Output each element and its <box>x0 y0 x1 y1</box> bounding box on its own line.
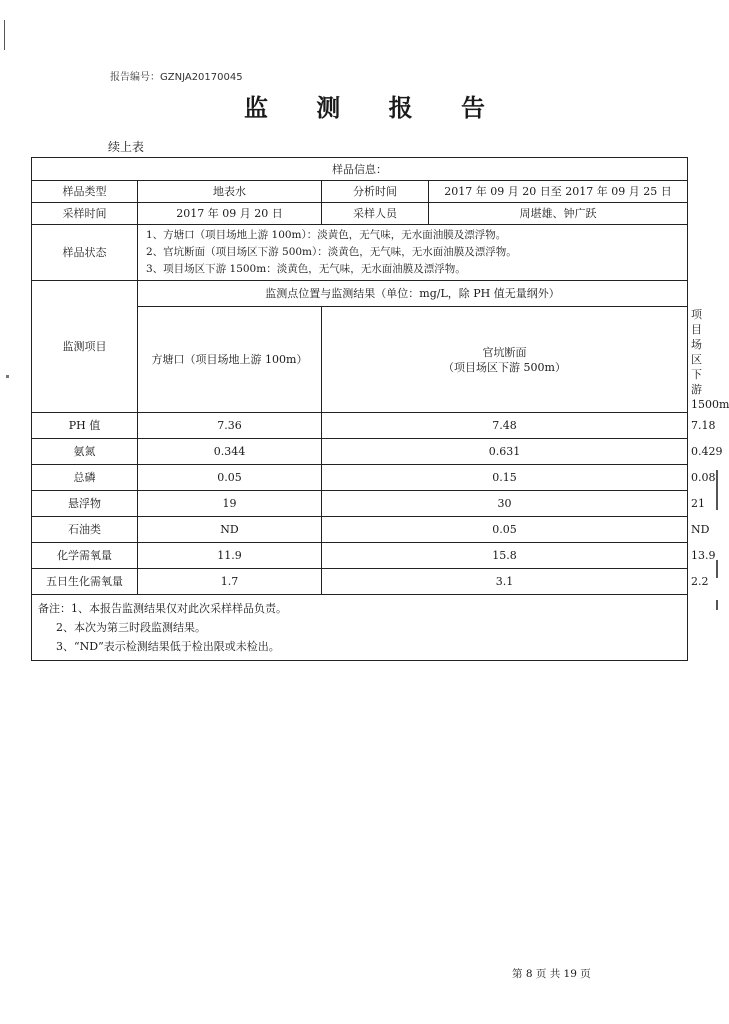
item-name: 五日生化需氧量 <box>32 569 138 595</box>
sample-status-label: 样品状态 <box>32 225 138 281</box>
item-name: 悬浮物 <box>32 491 138 517</box>
notes <box>32 595 688 661</box>
result-value: 7.36 <box>138 413 322 439</box>
table-row: 悬浮物 19 30 21 <box>32 491 688 517</box>
result-value: 3.1 <box>322 569 688 595</box>
sampling-time-label: 采样时间 <box>32 203 138 225</box>
item-name: 总磷 <box>32 465 138 491</box>
sample-type-value: 地表水 <box>138 181 322 203</box>
scan-artifact <box>4 20 5 50</box>
table-row <box>32 281 688 307</box>
result-value: 11.9 <box>138 543 322 569</box>
note-line: 备注：1、本报告监测结果仅对此次采样样品负责。 <box>38 602 287 615</box>
sample-type-label: 样品类型 <box>32 181 138 203</box>
result-value: 15.8 <box>322 543 688 569</box>
table-row <box>32 203 688 225</box>
result-value: 0.05 <box>138 465 322 491</box>
sample-status-value <box>138 225 688 281</box>
table-row: 五日生化需氧量 1.7 3.1 2.2 <box>32 569 688 595</box>
table-row: 氨氮 0.344 0.631 0.429 <box>32 439 688 465</box>
result-value: 1.7 <box>138 569 322 595</box>
scan-artifact <box>6 375 9 378</box>
table-row: 总磷 0.05 0.15 0.08 <box>32 465 688 491</box>
note-line: 3、“ND”表示检测结果低于检出限或未检出。 <box>56 640 280 653</box>
table-row: 化学需氧量 11.9 15.8 13.9 <box>32 543 688 569</box>
page-title: 监 测 报 告 <box>243 93 506 122</box>
item-name: 石油类 <box>32 517 138 543</box>
status-line: 2、官坑断面（项目场区下游 500m）：淡黄色，无气味，无水面油膜及漂浮物。 <box>146 246 517 258</box>
table-row: PH 值 7.36 7.48 7.18 <box>32 413 688 439</box>
page-number: 第 8 页 共 19 页 <box>512 968 591 980</box>
results-group-header: 监测点位置与监测结果（单位：mg/L，除 PH 值无量纲外） <box>138 281 688 307</box>
table-row: 方塘口（项目场地上游 100m） 官坑断面 （项目场区下游 500m） 项目场区下游 1500m <box>32 307 688 413</box>
monitoring-item-header: 监测项目 <box>32 281 138 413</box>
result-value: 19 <box>138 491 322 517</box>
result-value: 30 <box>322 491 688 517</box>
sampler-label: 采样人员 <box>322 203 429 225</box>
site-header: 官坑断面 （项目场区下游 500m） <box>322 307 688 413</box>
result-value: 0.344 <box>138 439 322 465</box>
scan-artifact <box>716 560 718 578</box>
item-name: 化学需氧量 <box>32 543 138 569</box>
table-row: 石油类 ND 0.05 ND <box>32 517 688 543</box>
table-row <box>32 181 688 203</box>
scan-artifact <box>716 600 718 610</box>
table-row <box>32 158 688 181</box>
status-line: 3、项目场区下游 1500m：淡黄色，无气味，无水面油膜及漂浮物。 <box>146 263 466 275</box>
table-row <box>32 595 688 661</box>
sampling-time-value: 2017 年 09 月 20 日 <box>138 203 322 225</box>
result-value: 0.631 <box>322 439 688 465</box>
result-value: 0.15 <box>322 465 688 491</box>
site-header: 方塘口（项目场地上游 100m） <box>138 307 322 413</box>
report-table <box>31 157 729 661</box>
table-row <box>32 225 688 281</box>
sampler-value: 周堪雄、钟广跃 <box>429 203 688 225</box>
section-label: 样品信息： <box>32 158 688 181</box>
item-name: PH 值 <box>32 413 138 439</box>
continued-label: 续上表 <box>108 140 145 154</box>
result-value: 7.48 <box>322 413 688 439</box>
status-line: 1、方塘口（项目场地上游 100m）：淡黄色，无气味，无水面油膜及漂浮物。 <box>146 229 507 241</box>
analysis-time-value: 2017 年 09 月 20 日至 2017 年 09 月 25 日 <box>429 181 688 203</box>
note-line: 2、本次为第三时段监测结果。 <box>56 621 206 634</box>
report-number: 报告编号：GZNJA20170045 <box>110 72 243 83</box>
item-name: 氨氮 <box>32 439 138 465</box>
analysis-time-label: 分析时间 <box>322 181 429 203</box>
result-value: 0.05 <box>322 517 688 543</box>
scan-artifact <box>716 470 718 510</box>
result-value: ND <box>138 517 322 543</box>
